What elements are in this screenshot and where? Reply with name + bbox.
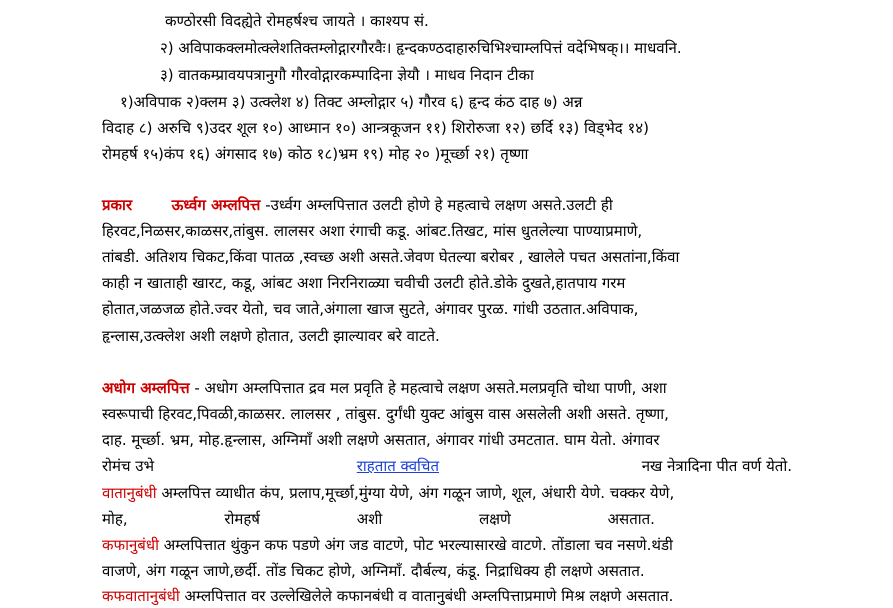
prakar-line-3: तांबडी. अतिशय चिकट,किंवा पातळ ,स्वच्छ अशी असते.जेवण घेतल्या बरोबर , खालेले पचत असतांना,किंवा	[102, 248, 680, 266]
prakar-line-6: हृन्लास,उत्क्लेश अशी लक्षणे होतात, उलटी झाल्यावर बरे वाटते.	[102, 327, 440, 345]
prakar-line-4: काही न खाताही खारट, कडू, आंबट अशा निरनिराळ्या चवीची उलटी होते.डोके दुखते,हातपाय गरम	[102, 274, 626, 292]
vatanubandhi-heading: वातानुबंधी	[102, 484, 157, 502]
adhog-text-4b: नख नेत्रादिना पीत वर्ण येतो.	[641, 457, 792, 475]
shloka-line-1: कण्ठोरसी विदह्येते रोमहर्षश्च जायते । काश्यप सं.	[165, 12, 429, 30]
symptom-list-line-1: १)अविपाक २)क्लम ३) उत्क्लेश ४) तिक्ट अम्लोद्गार ५) गौरव ६) हृन्द कंठ दाह ७) अन्न	[120, 93, 583, 111]
adhog-line-2: स्वरूपाची हिरवट,पिवळी,काळसर. लालसर , तांबुस. दुर्गंधी युक्ट आंबुस वास असलेली अशी असते. तृष्णा,	[102, 405, 669, 423]
kaphanubandhi-heading: कफानुबंधी	[102, 536, 159, 554]
urdhvag-heading: ऊर्ध्वग अम्लपित्त	[171, 196, 261, 214]
symptom-list-line-2: विदाह ८) अरुचि ९)उदर शूल १०) आध्मान १०) आन्त्रकूजन ११) शिरोरुजा १२) छर्दि १३) विड्भेद १४)	[102, 119, 649, 137]
adhog-line-1	[102, 378, 667, 398]
shloka-line-3: ३) वातकम्प्रावयपत्रानुगौ गौरवोद्गारकम्पादिना ज्ञेयौ । माधव निदान टीका	[160, 66, 534, 84]
adhog-line-4	[102, 456, 792, 476]
adhog-text-4a: रोमंच उभे	[102, 457, 155, 475]
shloka-line-2: २) अविपाकक्लमोत्क्लेशतिक्तम्लोद्गारगौरवैः। हृन्दकण्ठदाहारुचिभिश्चाम्लपित्तं वदेभिषक्।। माधवनि.	[160, 39, 682, 57]
prakar-heading: प्रकार	[102, 196, 133, 214]
prakar-line-1	[102, 195, 613, 215]
kapha-line-2: वाजणे, अंग गळून जाणे,छर्दी. तोंड चिकट होणे, अग्निमाँ. दौर्बल्य, कंडू. निद्राधिक्य ही लक्षणे असतात.	[102, 562, 645, 580]
vata-text-1: अम्लपित्त व्याधीत कंप, प्रलाप,मूर्च्छा,मुंग्या येणे, अंग गळून जाणे, शूल, अंधारी येणे. चक्कर येणे,	[161, 484, 675, 502]
adhog-heading: अधोग अम्लपित्त	[102, 379, 190, 397]
vata-line-1	[102, 483, 674, 503]
adhog-line-3: दाह. मूर्च्छा. भ्रम, मोह.हृन्लास, अग्निमाँ अशी लक्षणे असतात, अंगावर गांधी उमटतात. घाम येतो. अंगावर	[102, 431, 660, 449]
vata-line-2: मोह, रोमहर्ष अशी लक्षणे असतात.	[102, 510, 655, 528]
kapha-text-1: अम्लपित्तात थुंकुन कफ पडणे अंग जड वाटणे, पोट भरल्यासारखे वाटणे. तोंडाला चव नसणे.थंडी	[163, 536, 673, 554]
prakar-line-5: होतात,जळजळ होते.ज्वर येतो, चव जाते,अंगाला खाज सुटते, अंगावर पुरळ. गांधी उठतात.अविपाक,	[102, 300, 639, 318]
prakar-line-2: हिरवट,निळसर,काळसर,तांबुस. लालसर अशा रंगाची कडू. आंबट.तिखट, मांस धुतलेल्या पाण्याप्रमाणे,	[102, 222, 643, 240]
symptom-list-line-3: रोमहर्ष १५)कंप १६) अंगसाद १७) कोठ १८)भ्रम १९) मोह २० )मूर्च्छा २१) तृष्णा	[102, 145, 529, 163]
kaphavata-line-1	[102, 586, 673, 606]
kapha-line-1	[102, 535, 673, 555]
prakar-text-1: -उर्ध्वग अम्लपित्तात उलटी होणे हे महत्वाचे लक्षण असते.उलटी ही	[265, 196, 613, 214]
adhog-text-1: - अधोग अम्लपित्तात द्रव मल प्रवृति हे महत्वाचे लक्षण असते.मलप्रवृति चोथा पाणी, अशा	[194, 379, 667, 397]
kaphavatanubandhi-heading: कफवातानुबंधी	[102, 587, 180, 605]
rahatat-kvachit-link[interactable]: राहतात क्वचित	[356, 457, 439, 475]
kaphavata-text-1: अम्लपित्तात वर उल्लेखिलेले कफानबंधी व वातानुबंधी अम्लपित्ताप्रमाणे मिश्र लक्षणे असतात.	[184, 587, 674, 605]
